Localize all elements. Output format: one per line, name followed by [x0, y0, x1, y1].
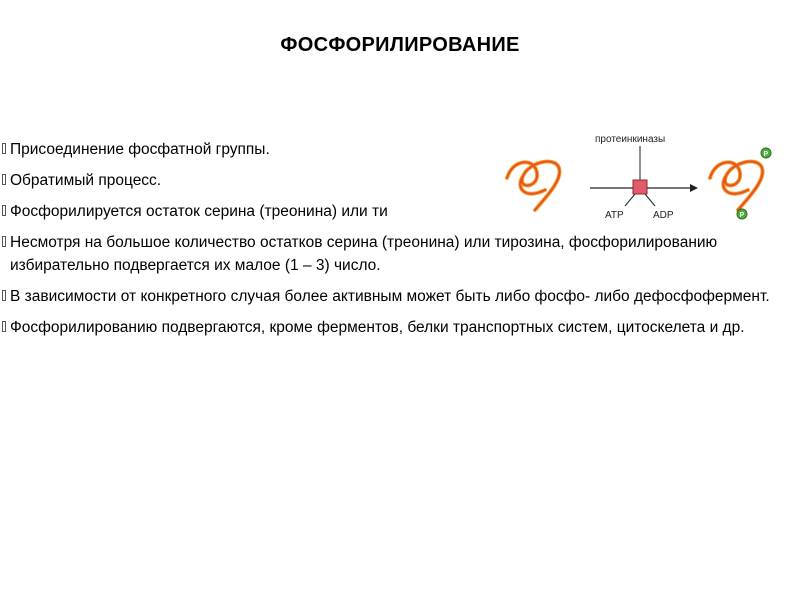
diagram-svg — [495, 128, 785, 228]
bullet-text: Несмотря на большое количество остатков серина (треонина) или тирозина, фосфорилированию избирательно подвергается их малое (1 – 3) число. — [10, 234, 718, 274]
phosphorylation-diagram — [495, 128, 785, 228]
protein-phosphorylated-icon — [710, 162, 763, 210]
phosphate-label: P — [763, 151, 769, 158]
bullet-marker-icon — [2, 143, 6, 154]
bullet-text: Обратимый процесс. — [10, 172, 162, 189]
arrow-head-icon — [690, 184, 698, 192]
bullet-item — [2, 231, 792, 277]
bullet-text: Фосфорилированию подвергаются, кроме ферментов, белки транспортных систем, цитоскелета и др. — [10, 319, 745, 336]
bullet-marker-icon — [2, 236, 6, 247]
enzyme-label: протеинкиназы — [595, 134, 666, 145]
bullet-marker-icon — [2, 321, 6, 332]
adp-label: ADP — [653, 210, 674, 221]
bullet-item — [2, 316, 792, 339]
bullet-item — [2, 285, 792, 308]
bullet-text: В зависимости от конкретного случая более активным может быть либо фосфо- либо дефосфофермент. — [10, 288, 770, 305]
protein-unphosphorylated-icon — [507, 162, 560, 210]
slide-title: ФОСФОРИЛИРОВАНИЕ — [280, 34, 520, 56]
bullet-marker-icon — [2, 174, 6, 185]
phosphate-label: P — [739, 212, 745, 219]
atp-label: ATP — [605, 210, 624, 221]
kinase-box-icon — [633, 180, 647, 194]
bullet-text: Присоединение фосфатной группы. — [10, 141, 270, 158]
bullet-marker-icon — [2, 290, 6, 301]
bullet-marker-icon — [2, 205, 6, 216]
bullet-text: Фосфорилируется остаток серина (треонина) или ти — [10, 203, 388, 220]
